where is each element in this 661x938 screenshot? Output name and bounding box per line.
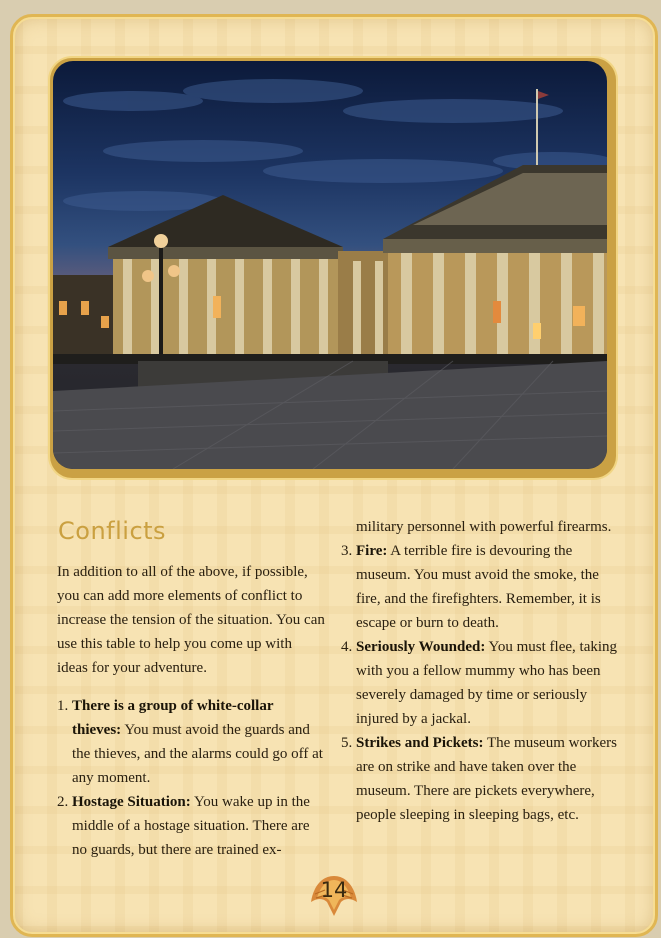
list-item xyxy=(57,790,325,862)
museum-photo-frame xyxy=(50,58,616,478)
item-lead: Fire: xyxy=(356,543,388,559)
item-text: You must flee, taking with you a fellow mummy who has been severely damaged by time or seriously injured by a jackal. xyxy=(356,639,618,727)
section-title: Conflicts xyxy=(58,517,167,545)
left-column xyxy=(57,560,325,862)
conflicts-list-right xyxy=(341,539,621,827)
list-item xyxy=(341,731,621,827)
conflicts-list-left xyxy=(57,694,325,862)
item-text: A terrible fire is devouring the museum. You must avoid the smoke, the fire, and the firefighters. Remember, it is escape or burn to death. xyxy=(356,543,601,631)
list-item xyxy=(57,694,325,790)
item-number: 3. xyxy=(341,543,353,559)
museum-illustration xyxy=(53,61,607,469)
right-column xyxy=(341,515,621,827)
museum-photo xyxy=(53,61,607,469)
list-item xyxy=(341,635,621,731)
item-number: 5. xyxy=(341,735,353,751)
page-number-badge xyxy=(307,868,361,922)
page-number: 14 xyxy=(320,878,348,902)
item-lead: Hostage Situation: xyxy=(72,794,191,810)
intro-paragraph: In addition to all of the above, if possible, you can add more elements of conflict to increase the tension of the situation. You can use this table to help you come up with ideas for your adventure. xyxy=(57,564,325,676)
item-lead: Strikes and Pickets: xyxy=(356,735,484,751)
item-number: 2. xyxy=(57,794,69,810)
item-text: The museum workers are on strike and have taken over the museum. There are pickets everywhere, people sleeping in sleeping bags, etc. xyxy=(356,735,617,823)
continued-text: military personnel with powerful firearms. xyxy=(356,519,612,535)
list-item xyxy=(341,539,621,635)
item-lead: Seriously Wounded: xyxy=(356,639,486,655)
item-number: 4. xyxy=(341,639,353,655)
item-number: 1. xyxy=(57,698,69,714)
item-text: You wake up in the middle of a hostage situation. There are no guards, but there are trained ex- xyxy=(72,794,310,858)
item-lead: There is a group of white-collar thieves: xyxy=(72,698,274,738)
item-text: You must avoid the guards and the thieves, and the alarms could go off at any moment. xyxy=(72,722,323,786)
